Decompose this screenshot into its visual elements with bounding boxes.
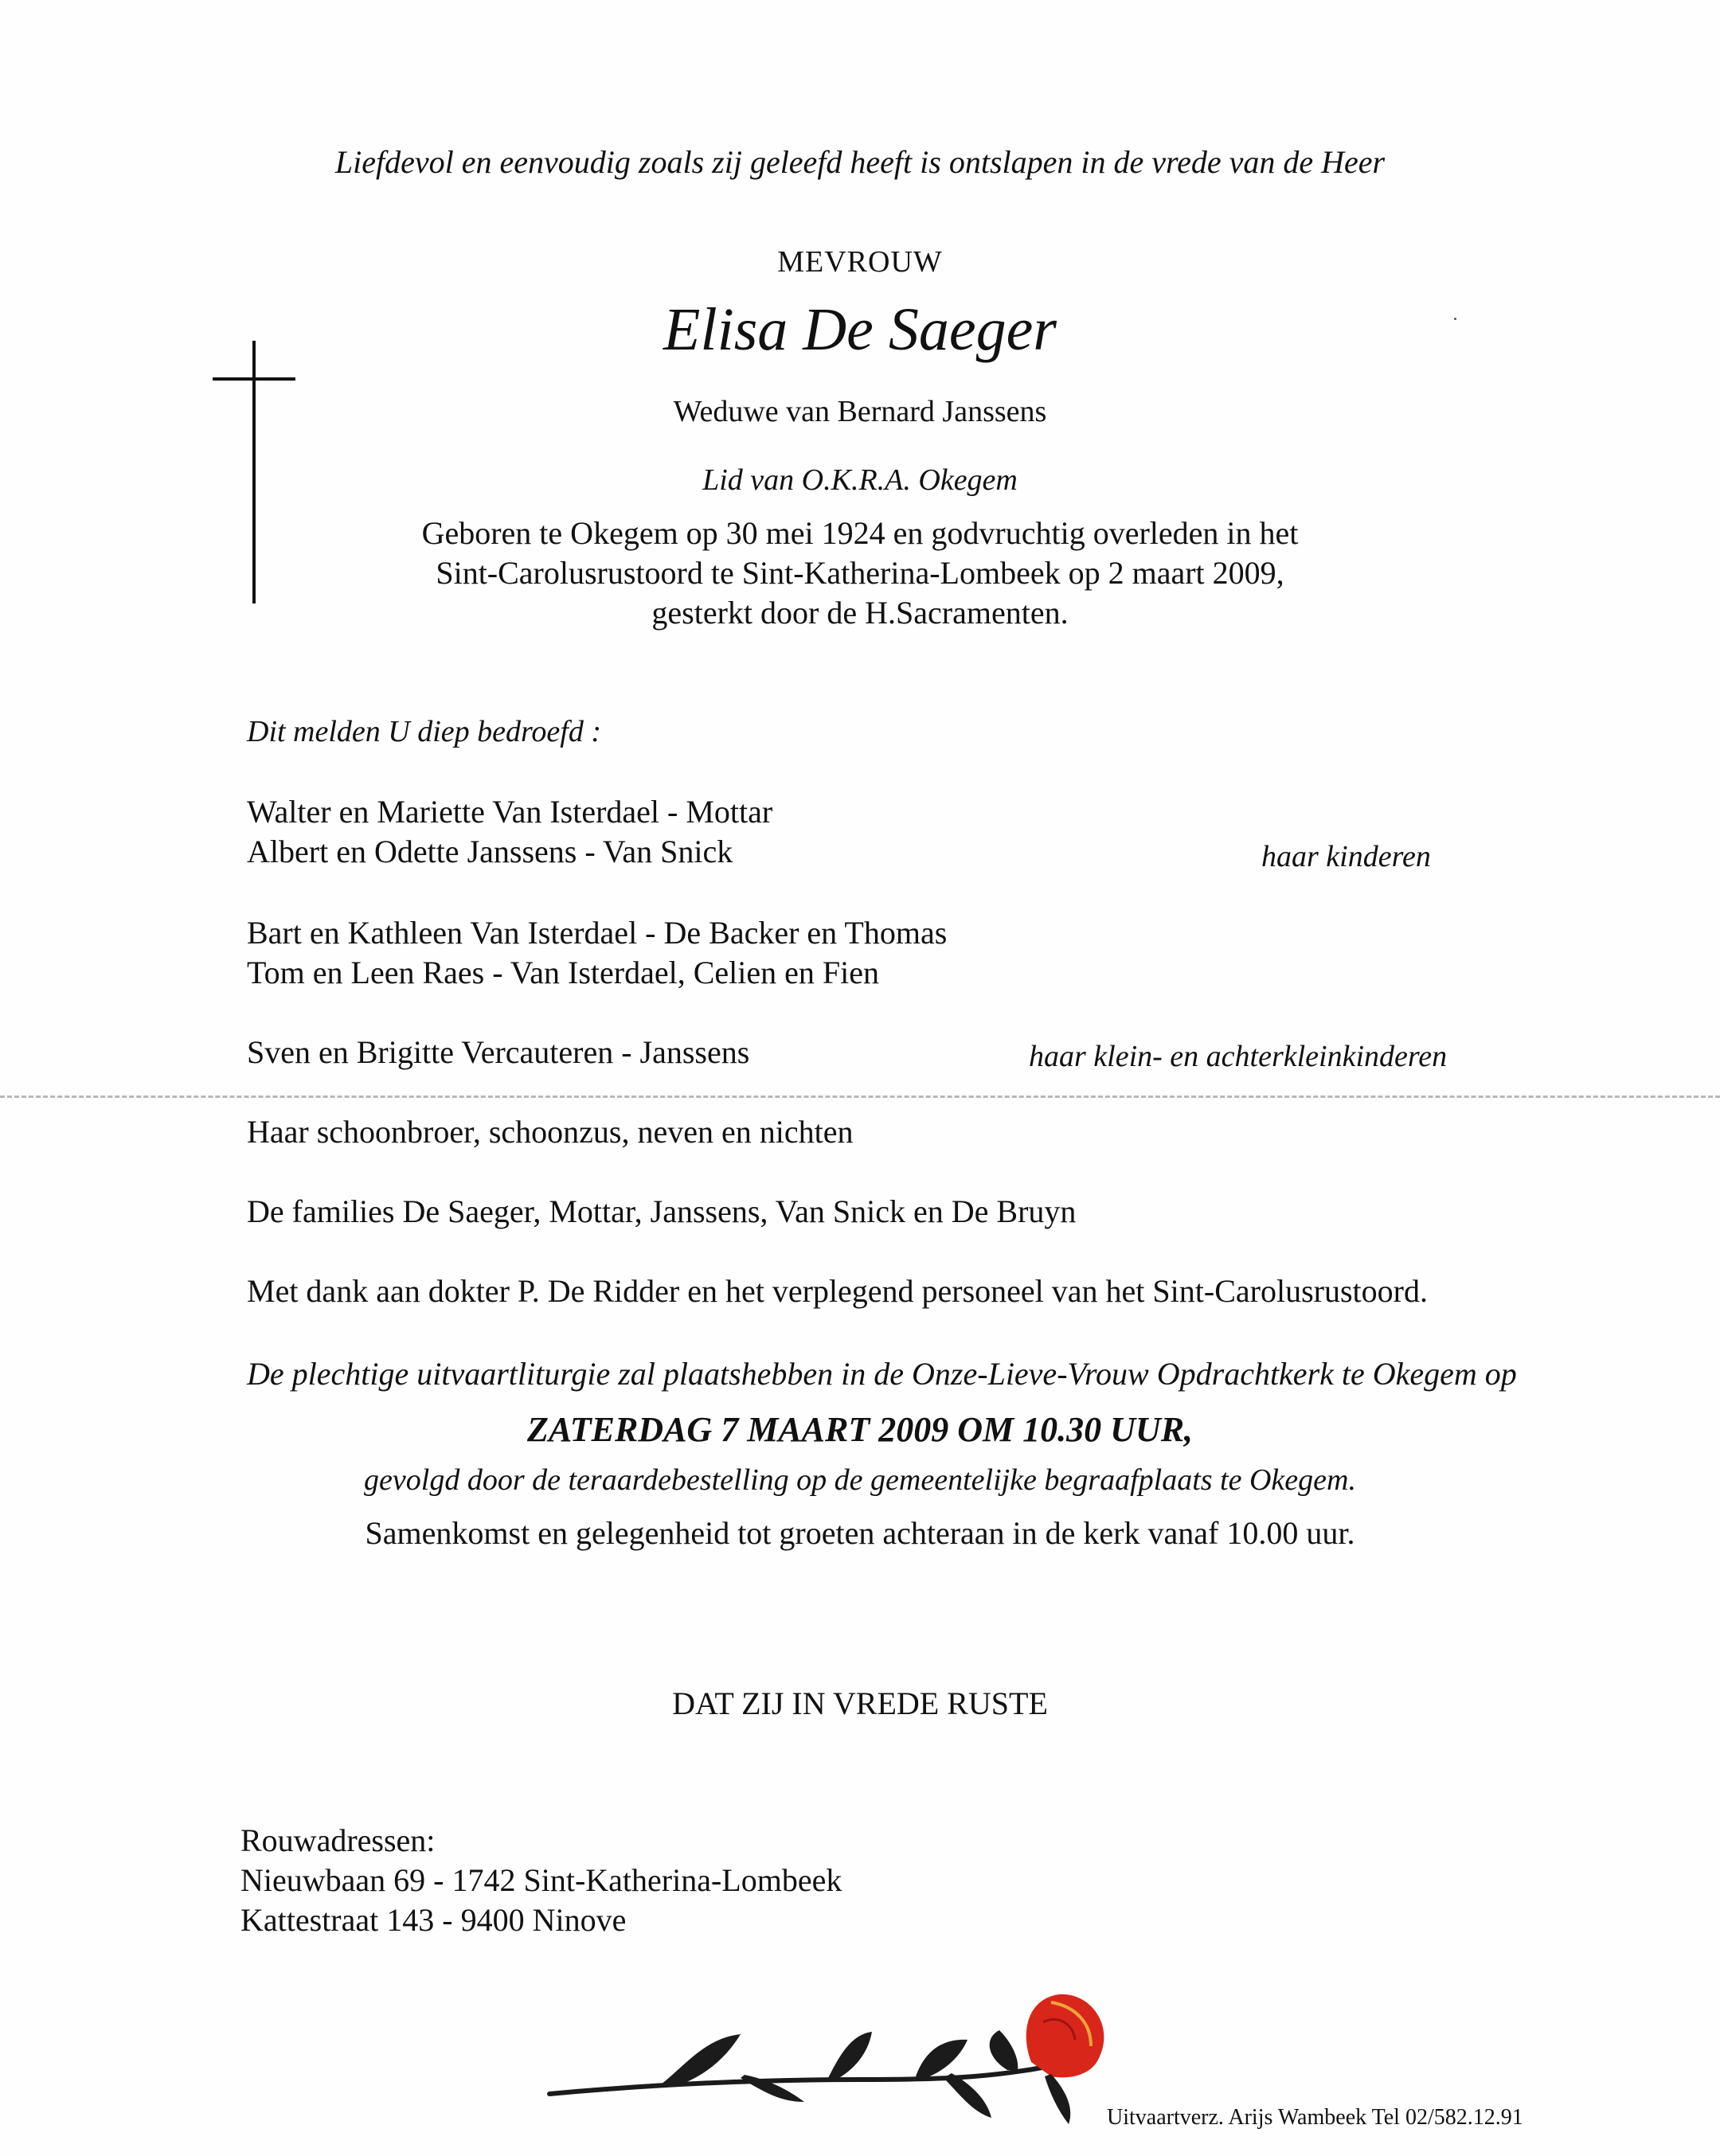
footer-text: Uitvaartverz. Arijs Wambeek Tel 02/582.12.91	[1107, 2105, 1523, 2130]
ceremony-date: ZATERDAG 7 MAART 2009 OM 10.30 UUR,	[526, 1410, 1194, 1449]
gathering-text: Samenkomst en gelegenheid tot groeten achteraan in de kerk vanaf 10.00 uur.	[365, 1515, 1355, 1551]
burial-text: gevolgd door de teraardebestelling op de gemeentelijke begraafplaats te Okegem.	[364, 1463, 1356, 1497]
intro-text: Liefdevol en eenvoudig zoals zij geleefd heeft is ontslapen in de vrede van de Heer	[334, 144, 1386, 180]
title-text: MEVROUW	[777, 245, 943, 279]
fold-line	[0, 1096, 1720, 1098]
child-line-1: Walter en Mariette Van Isterdael - Mottar	[247, 794, 773, 830]
address-line-1: Nieuwbaan 69 - 1742 Sint-Katherina-Lombeek	[240, 1862, 842, 1898]
birth-line-2: Sint-Carolusrustoord te Sint-Katherina-Lombeek op 2 maart 2009,	[436, 555, 1284, 591]
deceased-name: Elisa De Saeger	[663, 296, 1057, 363]
address-line-2: Kattestraat 143 - 9400 Ninove	[240, 1902, 627, 1938]
grandchildren-label: haar klein- en achterkleinkinderen	[1029, 1040, 1448, 1073]
rose-icon	[541, 1990, 1115, 2126]
thanks-text: Met dank aan dokter P. De Ridder en het verplegend personeel van het Sint-Carolusrustoord.	[247, 1273, 1428, 1309]
grandchild-line-3: Sven en Brigitte Vercauteren - Janssens	[247, 1034, 750, 1070]
in-laws-text: Haar schoonbroer, schoonzus, neven en nichten	[247, 1114, 854, 1150]
birth-line-1: Geboren te Okegem op 30 mei 1924 en godvruchtig overleden in het	[421, 515, 1299, 551]
member-text: Lid van O.K.R.A. Okegem	[702, 463, 1018, 497]
family-intro: Dit melden U diep bedroefd :	[247, 715, 601, 748]
families-text: De families De Saeger, Mottar, Janssens, Van Snick en De Bruyn	[247, 1193, 1077, 1229]
grandchild-line-2: Tom en Leen Raes - Van Isterdael, Celien en Fien	[247, 955, 879, 990]
grandchild-line-1: Bart en Kathleen Van Isterdael - De Backer en Thomas	[247, 915, 948, 951]
children-label: haar kinderen	[1261, 840, 1431, 873]
addresses-label: Rouwadressen:	[240, 1822, 436, 1858]
birth-line-3: gesterkt door de H.Sacramenten.	[651, 595, 1069, 631]
child-line-2: Albert en Odette Janssens - Van Snick	[247, 834, 733, 869]
widow-text: Weduwe van Bernard Janssens	[673, 395, 1047, 428]
ceremony-intro: De plechtige uitvaartliturgie zal plaatshebben in de Onze-Lieve-Vrouw Opdrachtkerk te Okegem op	[247, 1356, 1517, 1392]
closing-text: DAT ZIJ IN VREDE RUSTE	[672, 1685, 1048, 1721]
